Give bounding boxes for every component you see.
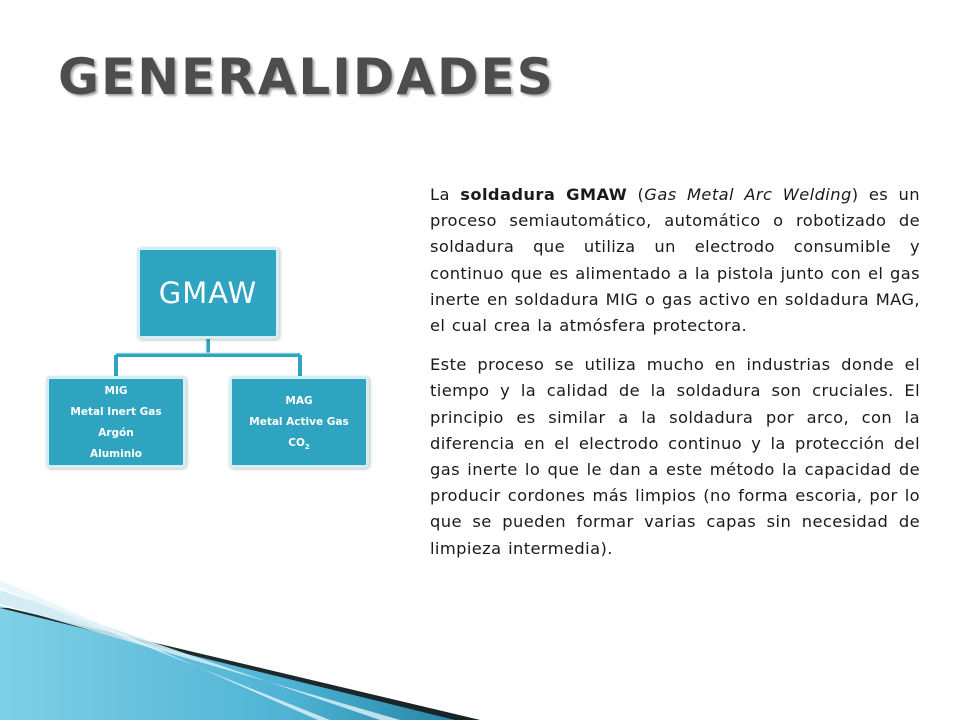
mag-line-1: MAG: [285, 395, 313, 407]
paragraph-2: Este proceso se utiliza mucho en industrias donde el tiempo y la calidad de la soldadura son cruciales. El principio es similar a la soldadura por arco, con la diferencia en el electrodo continuo y la protección del gas inerte lo que le dan a este método la capacidad de producir cordones más limpios (no forma escoria, por lo que se pueden formar varias capas sin necesidad de limpieza intermedia).: [430, 355, 920, 558]
mig-line-4: Aluminio: [89, 448, 143, 460]
mig-line-2: Metal Inert Gas: [70, 406, 162, 418]
mig-box: [46, 376, 186, 468]
mig-line-1: MIG: [104, 385, 128, 397]
co2-subscript: 2: [304, 443, 310, 452]
decorative-wedge: [0, 580, 480, 720]
body-text: [430, 182, 920, 575]
p1-pre: La: [430, 185, 461, 204]
paragraph-1: [430, 182, 920, 339]
p1-mid: (: [627, 185, 645, 204]
gmaw-root-label: GMAW: [158, 276, 258, 310]
mag-line-2: Metal Active Gas: [249, 416, 349, 428]
mag-line-3: [232, 433, 366, 458]
p1-italic: Gas Metal Arc Welding: [644, 185, 852, 204]
co2-base: CO: [288, 437, 305, 449]
p1-bold: soldadura GMAW: [460, 185, 628, 204]
mig-line-3: Argón: [98, 427, 134, 439]
mag-box: [229, 376, 369, 468]
gmaw-root-box: [137, 247, 279, 339]
slide-title: GENERALIDADES: [58, 48, 555, 106]
p1-post: ) es un proceso semiautomático, automático o robotizado de soldadura que utiliza un electrodo consumible y continuo que es alimentado a la pistola junto con el gas inerte en soldadura MIG o gas activo en soldadura MAG, el cual crea la atmósfera protectora.: [430, 185, 920, 336]
